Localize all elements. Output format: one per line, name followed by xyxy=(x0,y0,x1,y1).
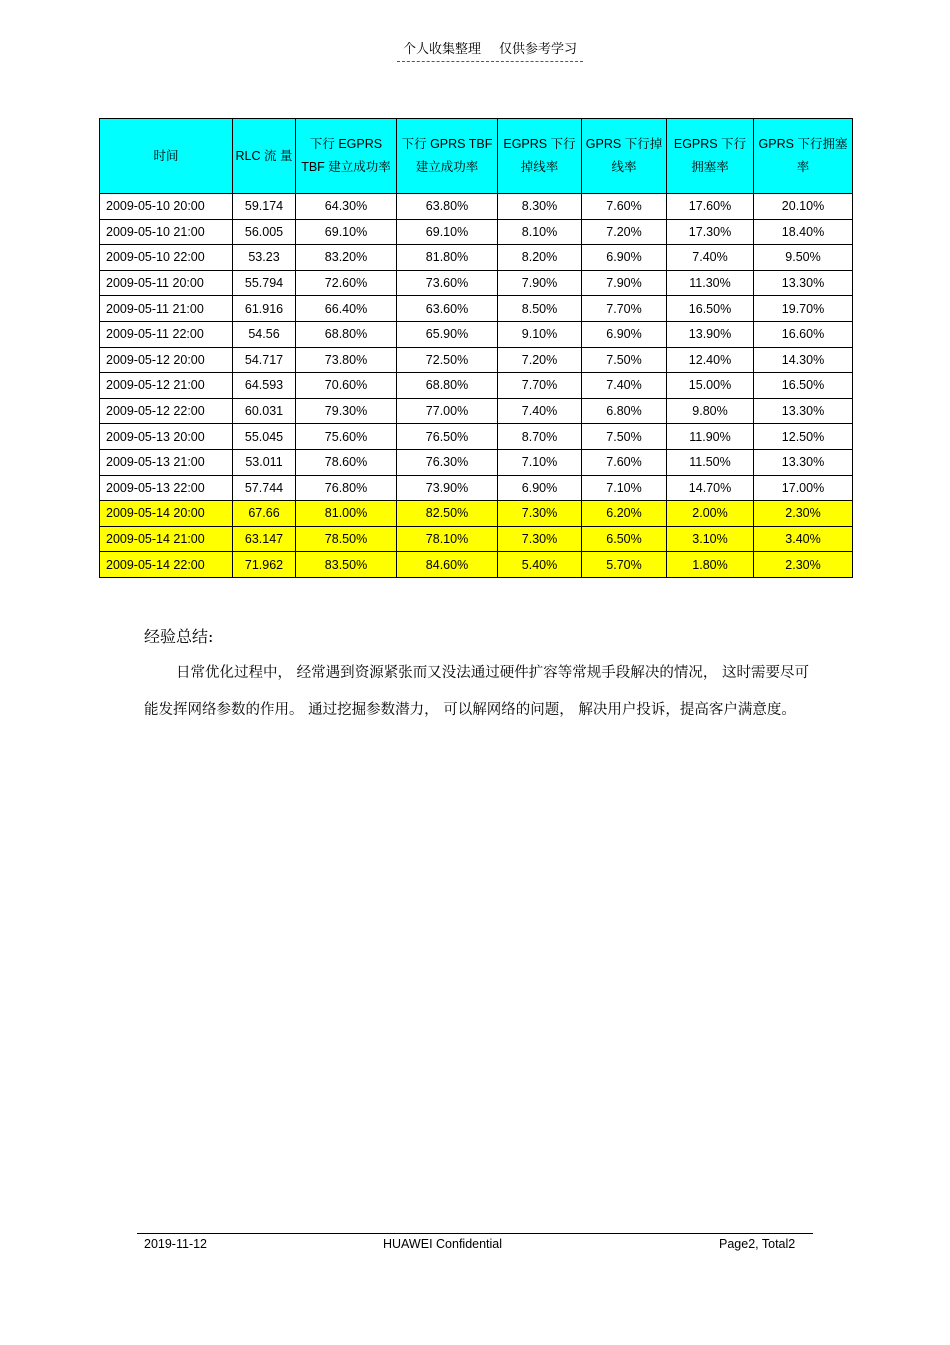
table-cell: 73.90% xyxy=(397,475,498,501)
header-left-text: 个人收集整理 xyxy=(402,42,481,57)
table-cell: 9.50% xyxy=(754,245,853,271)
table-row xyxy=(100,552,853,578)
col-header-gprs-congestion: GPRS 下行拥塞率 xyxy=(754,119,853,194)
table-cell: 73.80% xyxy=(296,347,397,373)
table-cell: 7.10% xyxy=(498,449,582,475)
table-cell: 63.80% xyxy=(397,194,498,220)
table-cell: 76.50% xyxy=(397,424,498,450)
table-cell: 8.30% xyxy=(498,194,582,220)
table-cell: 83.50% xyxy=(296,552,397,578)
table-cell: 7.90% xyxy=(498,270,582,296)
table-cell-time: 2009-05-12 22:00 xyxy=(100,398,233,424)
table-cell: 16.50% xyxy=(667,296,754,322)
table-cell: 69.10% xyxy=(397,219,498,245)
table-cell: 68.80% xyxy=(296,321,397,347)
col-header-gprs-tbf: 下行 GPRS TBF 建立成功率 xyxy=(397,119,498,194)
table-cell-time: 2009-05-14 20:00 xyxy=(100,501,233,527)
table-cell: 76.30% xyxy=(397,449,498,475)
footer-page-number: Page2, Total2 xyxy=(719,1237,796,1251)
table-cell: 7.30% xyxy=(498,526,582,552)
table-row xyxy=(100,475,853,501)
table-cell: 81.00% xyxy=(296,501,397,527)
table-row xyxy=(100,449,853,475)
table-cell: 54.56 xyxy=(233,321,296,347)
col-header-egprs-drop: EGPRS 下行掉线率 xyxy=(498,119,582,194)
table-cell: 84.60% xyxy=(397,552,498,578)
table-cell: 7.10% xyxy=(582,475,667,501)
table-row xyxy=(100,321,853,347)
table-cell: 70.60% xyxy=(296,373,397,399)
table-cell: 63.147 xyxy=(233,526,296,552)
table-cell-time: 2009-05-11 20:00 xyxy=(100,270,233,296)
table-cell: 73.60% xyxy=(397,270,498,296)
table-cell: 82.50% xyxy=(397,501,498,527)
table-row xyxy=(100,347,853,373)
col-header-egprs-tbf: 下行 EGPRS TBF 建立成功率 xyxy=(296,119,397,194)
table-cell: 2.30% xyxy=(754,552,853,578)
table-cell: 5.40% xyxy=(498,552,582,578)
table-cell: 59.174 xyxy=(233,194,296,220)
table-cell: 57.744 xyxy=(233,475,296,501)
table-cell: 13.30% xyxy=(754,398,853,424)
table-cell: 7.30% xyxy=(498,501,582,527)
table-cell-time: 2009-05-10 21:00 xyxy=(100,219,233,245)
col-header-rlc: RLC 流 量 xyxy=(233,119,296,194)
summary-title: 经验总结: xyxy=(144,627,214,646)
table-row xyxy=(100,296,853,322)
table-cell: 7.70% xyxy=(498,373,582,399)
table-cell: 8.70% xyxy=(498,424,582,450)
table-row xyxy=(100,424,853,450)
table-row xyxy=(100,270,853,296)
table-cell: 71.962 xyxy=(233,552,296,578)
table-cell: 16.50% xyxy=(754,373,853,399)
table-cell-time: 2009-05-12 20:00 xyxy=(100,347,233,373)
table-cell: 7.60% xyxy=(582,449,667,475)
table-cell: 67.66 xyxy=(233,501,296,527)
table-row xyxy=(100,373,853,399)
table-cell: 6.90% xyxy=(498,475,582,501)
table-cell: 6.90% xyxy=(582,321,667,347)
table-cell: 7.90% xyxy=(582,270,667,296)
table-cell: 78.10% xyxy=(397,526,498,552)
table-cell: 16.60% xyxy=(754,321,853,347)
table-body xyxy=(100,194,853,578)
table-cell: 7.20% xyxy=(582,219,667,245)
col-header-egprs-congestion: EGPRS 下行拥塞率 xyxy=(667,119,754,194)
table-cell: 55.794 xyxy=(233,270,296,296)
table-cell: 7.20% xyxy=(498,347,582,373)
table-cell: 8.10% xyxy=(498,219,582,245)
table-cell-time: 2009-05-10 20:00 xyxy=(100,194,233,220)
table-row xyxy=(100,526,853,552)
table-cell: 6.50% xyxy=(582,526,667,552)
table-cell: 78.60% xyxy=(296,449,397,475)
table-cell-time: 2009-05-14 22:00 xyxy=(100,552,233,578)
table-cell: 53.011 xyxy=(233,449,296,475)
table-cell: 5.70% xyxy=(582,552,667,578)
table-cell: 6.20% xyxy=(582,501,667,527)
table-cell: 77.00% xyxy=(397,398,498,424)
table-cell: 7.60% xyxy=(582,194,667,220)
table-cell: 65.90% xyxy=(397,321,498,347)
table-cell: 13.30% xyxy=(754,270,853,296)
table-cell: 17.00% xyxy=(754,475,853,501)
table-cell: 63.60% xyxy=(397,296,498,322)
table-row xyxy=(100,194,853,220)
table-cell: 56.005 xyxy=(233,219,296,245)
footer-divider xyxy=(137,1233,813,1234)
table-cell: 17.60% xyxy=(667,194,754,220)
table-cell: 11.90% xyxy=(667,424,754,450)
table-cell: 78.50% xyxy=(296,526,397,552)
table-cell: 2.30% xyxy=(754,501,853,527)
footer-date: 2019-11-12 xyxy=(144,1237,208,1251)
table-cell: 14.30% xyxy=(754,347,853,373)
table-cell-time: 2009-05-13 20:00 xyxy=(100,424,233,450)
table-cell: 3.10% xyxy=(667,526,754,552)
table-row xyxy=(100,398,853,424)
table-cell-time: 2009-05-14 21:00 xyxy=(100,526,233,552)
table-cell: 7.40% xyxy=(582,373,667,399)
table-cell-time: 2009-05-11 22:00 xyxy=(100,321,233,347)
table-cell: 61.916 xyxy=(233,296,296,322)
table-cell-time: 2009-05-13 21:00 xyxy=(100,449,233,475)
table-cell: 54.717 xyxy=(233,347,296,373)
table-cell: 9.10% xyxy=(498,321,582,347)
footer-confidential: HUAWEI Confidential xyxy=(383,1237,503,1251)
page-header xyxy=(397,38,583,62)
table-cell: 7.40% xyxy=(667,245,754,271)
table-cell: 66.40% xyxy=(296,296,397,322)
table-row xyxy=(100,501,853,527)
table-cell: 8.50% xyxy=(498,296,582,322)
table-cell: 53.23 xyxy=(233,245,296,271)
table-cell: 11.50% xyxy=(667,449,754,475)
table-cell: 72.50% xyxy=(397,347,498,373)
table-header-row xyxy=(100,119,853,194)
table-cell: 12.40% xyxy=(667,347,754,373)
table-cell: 17.30% xyxy=(667,219,754,245)
table-cell: 83.20% xyxy=(296,245,397,271)
table-cell: 12.50% xyxy=(754,424,853,450)
table-cell: 18.40% xyxy=(754,219,853,245)
table-cell-time: 2009-05-13 22:00 xyxy=(100,475,233,501)
table-cell: 55.045 xyxy=(233,424,296,450)
header-right-text: 仅供参考学习 xyxy=(499,42,578,57)
table-cell: 81.80% xyxy=(397,245,498,271)
table-cell: 7.50% xyxy=(582,347,667,373)
table-cell-time: 2009-05-11 21:00 xyxy=(100,296,233,322)
table-cell: 1.80% xyxy=(667,552,754,578)
table-cell: 14.70% xyxy=(667,475,754,501)
table-cell: 13.30% xyxy=(754,449,853,475)
table-cell: 8.20% xyxy=(498,245,582,271)
table-row xyxy=(100,245,853,271)
table-cell: 64.593 xyxy=(233,373,296,399)
table-cell: 69.10% xyxy=(296,219,397,245)
table-cell: 60.031 xyxy=(233,398,296,424)
table-cell: 15.00% xyxy=(667,373,754,399)
table-cell-time: 2009-05-12 21:00 xyxy=(100,373,233,399)
table-cell: 72.60% xyxy=(296,270,397,296)
table-cell: 7.70% xyxy=(582,296,667,322)
table-cell: 2.00% xyxy=(667,501,754,527)
table-cell: 6.80% xyxy=(582,398,667,424)
table-cell-time: 2009-05-10 22:00 xyxy=(100,245,233,271)
table-row xyxy=(100,219,853,245)
table-cell: 19.70% xyxy=(754,296,853,322)
table-cell: 79.30% xyxy=(296,398,397,424)
data-table xyxy=(99,118,853,578)
table-cell: 9.80% xyxy=(667,398,754,424)
table-cell: 11.30% xyxy=(667,270,754,296)
table-cell: 3.40% xyxy=(754,526,853,552)
table-cell: 13.90% xyxy=(667,321,754,347)
table-cell: 6.90% xyxy=(582,245,667,271)
table-cell: 20.10% xyxy=(754,194,853,220)
table-cell: 64.30% xyxy=(296,194,397,220)
table-cell: 68.80% xyxy=(397,373,498,399)
col-header-time: 时间 xyxy=(100,119,233,194)
table-cell: 7.40% xyxy=(498,398,582,424)
table-cell: 7.50% xyxy=(582,424,667,450)
table-cell: 76.80% xyxy=(296,475,397,501)
summary-paragraph: 日常优化过程中， 经常遇到资源紧张而又没法通过硬件扩容等常规手段解决的情况， 这时需要尽可能发挥网络参数的作用。 通过挖掘参数潜力， 可以解网络的问题， 解决用户投诉，提高客户满意度。 xyxy=(144,665,809,718)
col-header-gprs-drop: GPRS 下行掉线率 xyxy=(582,119,667,194)
table-cell: 75.60% xyxy=(296,424,397,450)
